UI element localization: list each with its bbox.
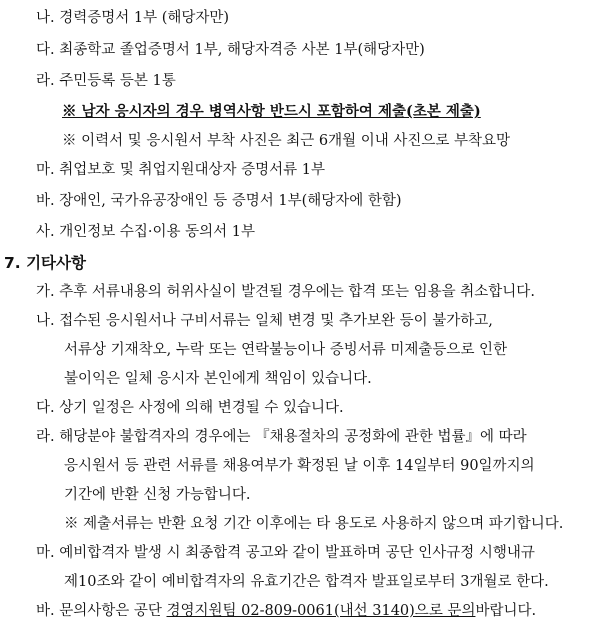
section-7-item-da: 다. 상기 일정은 사정에 의해 변경될 수 있습니다. [36, 400, 344, 416]
section-7-item-ma-line1: 마. 예비합격자 발생 시 최종합격 공고와 같이 발표하며 공단 인사규정 시행내규 [36, 545, 535, 561]
note-military-service: ※ 남자 응시자의 경우 병역사항 반드시 포함하여 제출(초본 제출) [62, 103, 481, 120]
section-7-item-ra-note: ※ 제출서류는 반환 요청 기간 이후에는 타 용도로 사용하지 않으며 파기합니다. [64, 516, 564, 532]
contact-info: 경영지원팀 02-809-0061(내선 3140)으로 문의 [166, 603, 476, 619]
item-resident-registration: 라. 주민등록 등본 1통 [36, 73, 176, 89]
section-7-item-ma-line2: 제10조와 같이 예비합격자의 유효기간은 합격자 발표일로부터 3개월로 한다. [64, 574, 549, 590]
section-7-item-na-line1: 나. 접수된 응시원서나 구비서류는 일체 변경 및 추가보완 등이 불가하고, [36, 313, 493, 329]
section-7-item-na-line2: 서류상 기재착오, 누락 또는 연락불능이나 증빙서류 미제출등으로 인한 [64, 342, 508, 358]
section-7-item-na-line3: 불이익은 일체 응시자 본인에게 책임이 있습니다. [64, 371, 372, 387]
item-privacy-consent: 사. 개인정보 수집·이용 동의서 1부 [36, 224, 255, 240]
section-7-item-ra-line1: 라. 해당분야 불합격자의 경우에는 『채용절차의 공정화에 관한 법률』에 따라 [36, 429, 527, 445]
item-graduation-certificate: 다. 최종학교 졸업증명서 1부, 해당자격증 사본 1부(해당자만) [36, 42, 425, 58]
section-7-item-ba [36, 598, 600, 624]
item-disability-certificate: 바. 장애인, 국가유공장애인 등 증명서 1부(해당자에 한함) [36, 193, 402, 209]
item-career-certificate: 나. 경력증명서 1부 (해당자만) [36, 10, 230, 26]
item-employment-protection: 마. 취업보호 및 취업지원대상자 증명서류 1부 [36, 162, 326, 178]
section-7-title: 7. 기타사항 [4, 254, 86, 272]
section-7-item-ga: 가. 추후 서류내용의 허위사실이 발견될 경우에는 합격 또는 임용을 취소합니다. [36, 284, 535, 300]
note-photo: ※ 이력서 및 응시원서 부착 사진은 최근 6개월 이내 사진으로 부착요망 [62, 133, 511, 149]
contact-suffix: 바랍니다. [475, 603, 537, 619]
contact-prefix: 바. 문의사항은 공단 [36, 603, 167, 619]
section-7-item-ra-line3: 기간에 반환 신청 가능합니다. [64, 487, 251, 503]
section-7-item-ra-line2: 응시원서 등 관련 서류를 채용여부가 확정된 날 이후 14일부터 90일까지의 [64, 458, 535, 474]
